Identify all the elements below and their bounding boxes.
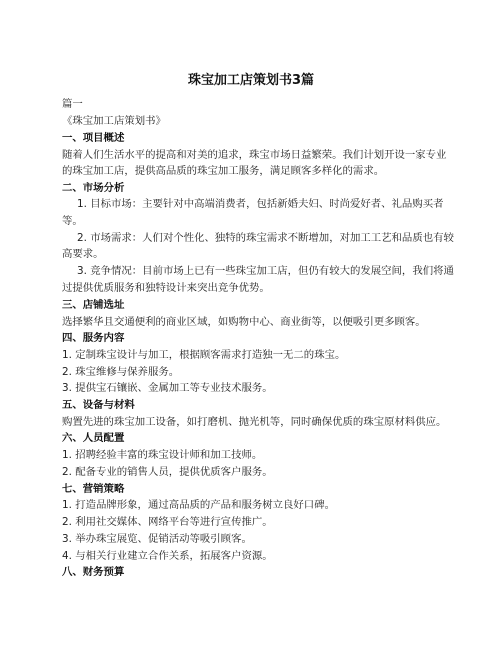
market-item2-line1: 2. 市场需求：人们对个性化、独特的珠宝需求不断增加，对加工工艺和品质也有较 [77,232,454,244]
heading-marketing: 七、营销策略 [62,483,125,495]
services-item2: 2. 珠宝维修与保养服务。 [62,366,180,378]
marketing-item3: 3. 举办珠宝展览、促销活动等吸引顾客。 [62,533,252,545]
marketing-item2: 2. 利用社交媒体、网络平台等进行宣传推广。 [62,516,273,528]
staff-item2: 2. 配备专业的销售人员，提供优质客户服务。 [62,466,273,478]
market-item2-line2: 高要求。 [62,248,104,260]
document-subtitle: 《珠宝加工店策划书》 [62,115,166,127]
marketing-item1: 1. 打造品牌形象，通过高品质的产品和服务树立良好口碑。 [62,499,335,511]
heading-equipment: 五、设备与材料 [62,399,135,411]
services-item1: 1. 定制珠宝设计与加工，根据顾客需求打造独一无二的珠宝。 [62,349,346,361]
heading-staff: 六、人员配置 [62,432,125,444]
equipment-text: 购置先进的珠宝加工设备，如打磨机、抛光机等，同时确保优质的珠宝原材料供应。 [62,416,447,428]
heading-overview: 一、项目概述 [62,132,125,144]
staff-item1: 1. 招聘经验丰富的珠宝设计师和加工技师。 [62,449,263,461]
location-text: 选择繁华且交通便利的商业区域，如购物中心、商业街等，以便吸引更多顾客。 [62,316,426,328]
market-item3-line2: 过提供优质服务和独特设计来突出竞争优势。 [62,282,270,294]
marketing-item4: 4. 与相关行业建立合作关系，拓展客户资源。 [62,550,273,562]
overview-text-line1: 随着人们生活水平的提高和对美的追求，珠宝市场日益繁荣。我们计划开设一家专业 [62,149,447,161]
section-label: 篇一 [62,98,83,110]
market-item1-line1: 1. 目标市场：主要针对中高端消费者，包括新婚夫妇、时尚爱好者、礼品购买者 [77,198,444,210]
heading-services: 四、服务内容 [62,332,125,344]
overview-text-line2: 的珠宝加工店，提供高品质的珠宝加工服务，满足顾客多样化的需求。 [62,165,385,177]
heading-market: 二、市场分析 [62,182,125,194]
heading-budget: 八、财务预算 [62,566,125,578]
market-item3-line1: 3. 竞争情况：目前市场上已有一些珠宝加工店，但仍有较大的发展空间，我们将通 [77,265,454,277]
services-item3: 3. 提供宝石镶嵌、金属加工等专业技术服务。 [62,382,273,394]
market-item1-line2: 等。 [62,215,83,227]
heading-location: 三、店铺选址 [62,299,125,311]
document-title: 珠宝加工店策划书3篇 [187,73,315,88]
